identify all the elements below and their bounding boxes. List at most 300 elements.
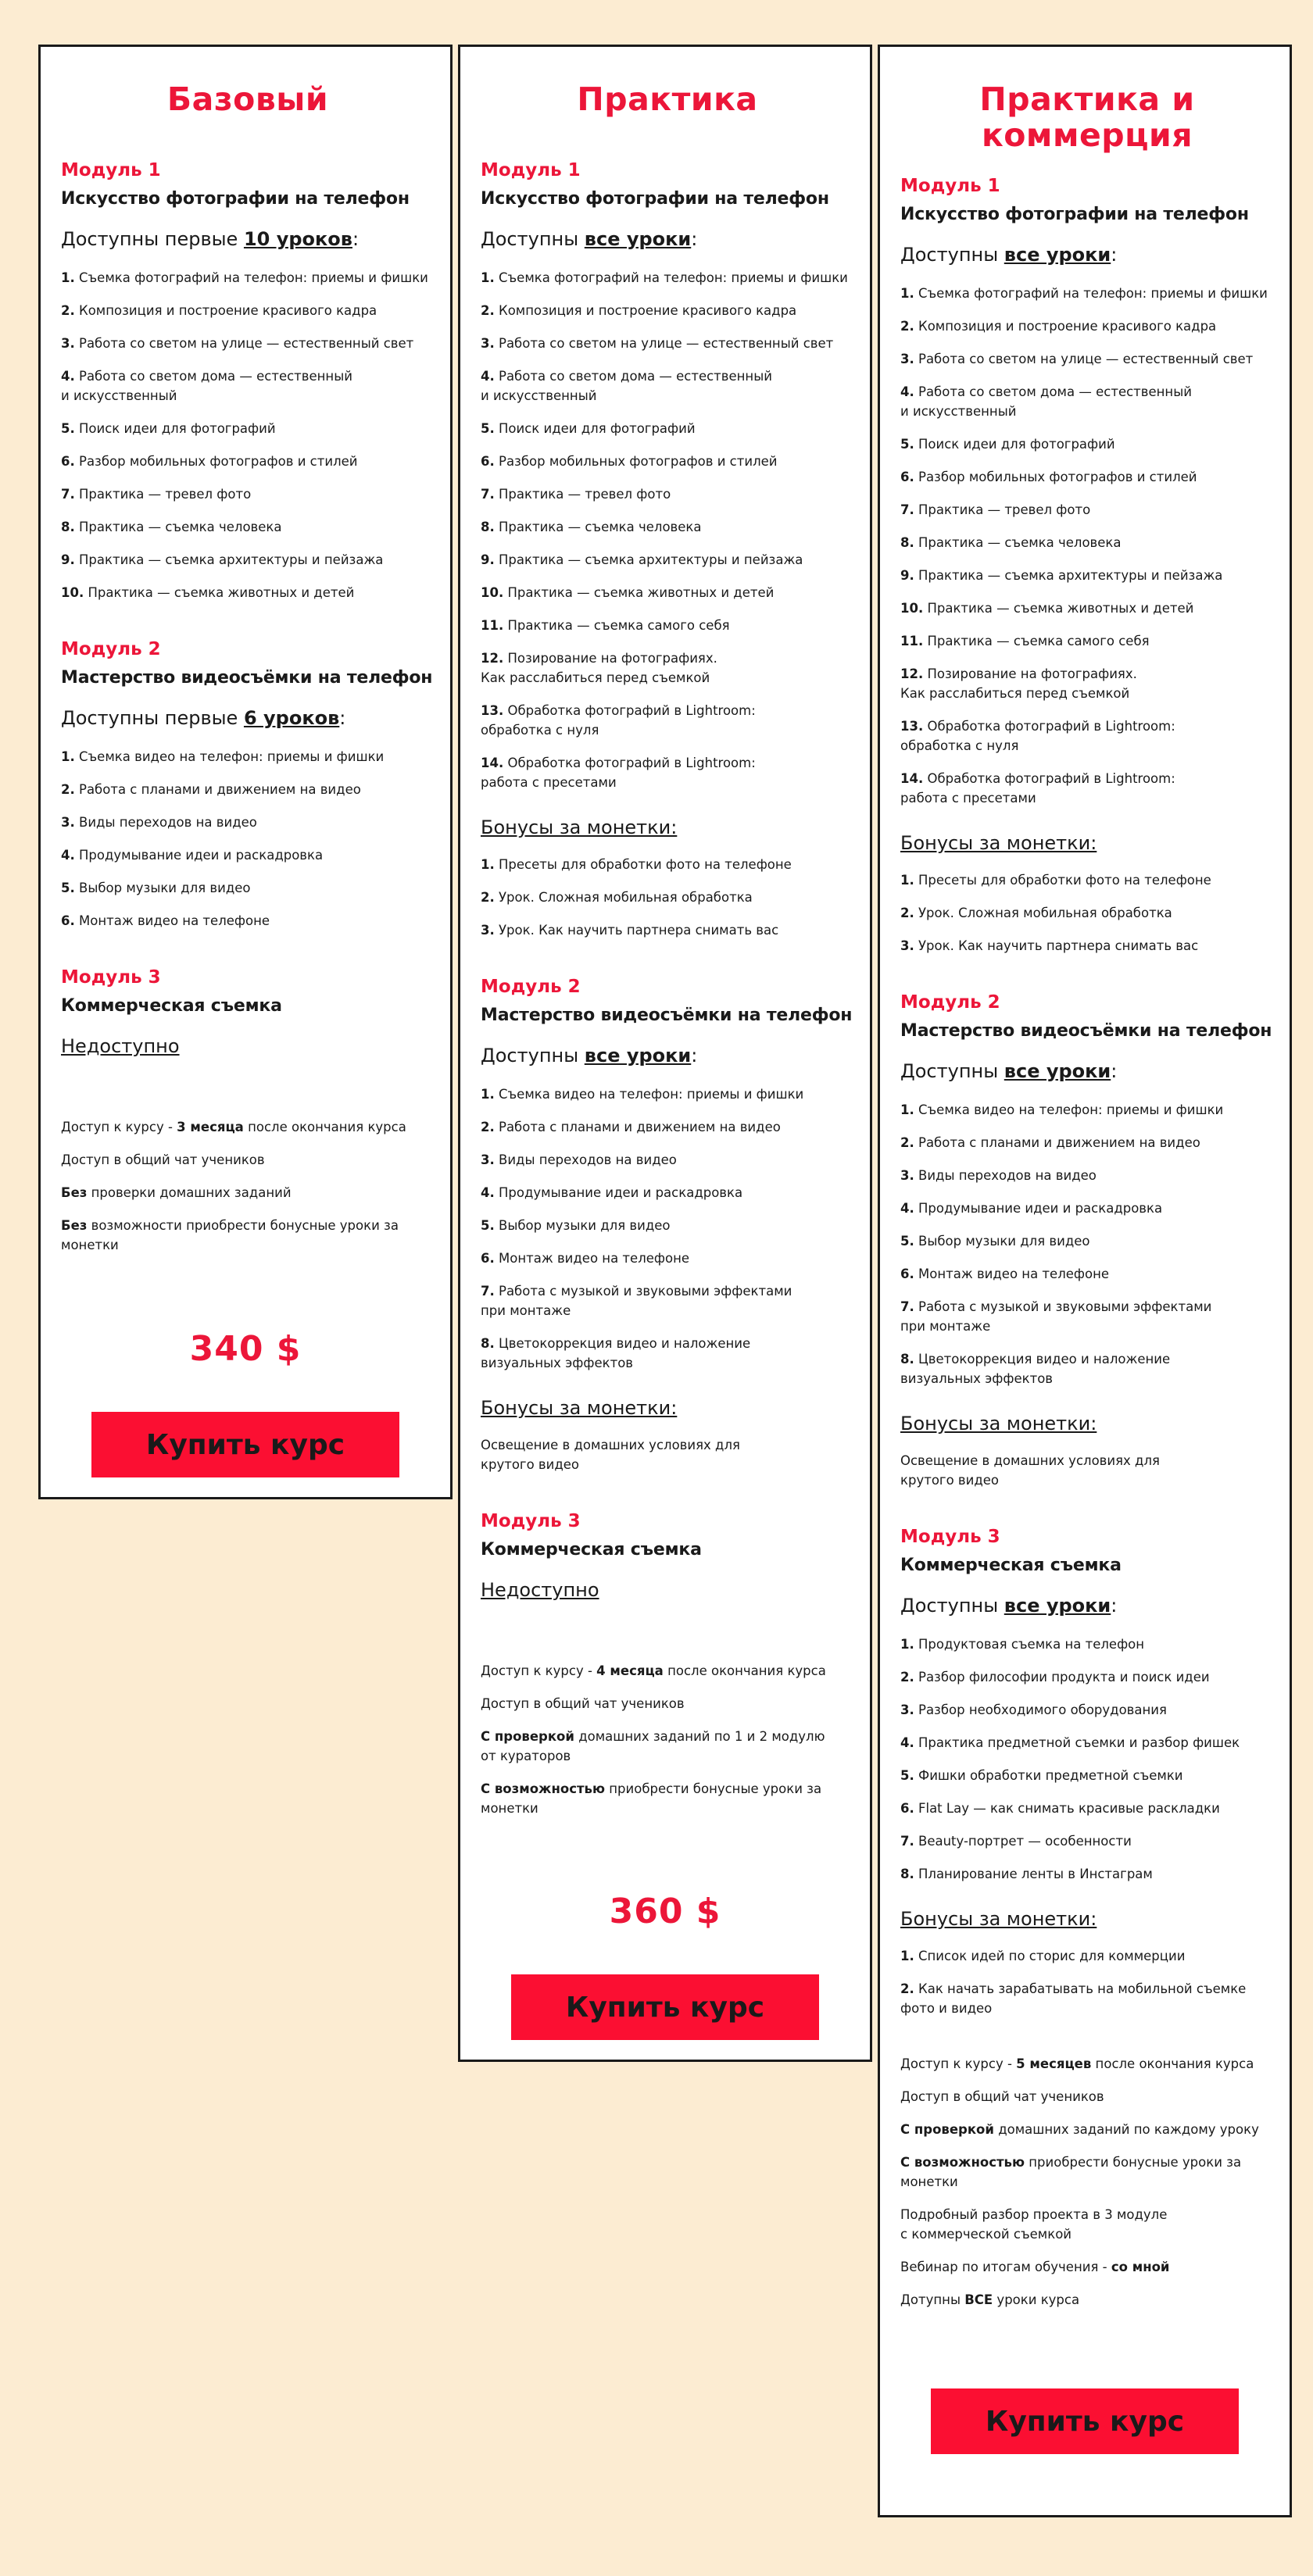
perk-text: уроки курса <box>993 2292 1080 2307</box>
lesson-item <box>481 1281 854 1320</box>
lesson-title: Работа со светом на улице — естественный свет <box>74 336 414 351</box>
lesson-title: Работа со светом дома — естественный и искусственный <box>900 384 1192 419</box>
lesson-item <box>61 366 435 406</box>
lesson-number: 8. <box>481 1336 495 1351</box>
lesson-item <box>61 550 435 570</box>
lesson-title: Съемка фотографий на телефон: приемы и фишки <box>914 286 1268 301</box>
module-name: Мастерство видеосъёмки на телефон <box>900 1021 1272 1041</box>
module-2 <box>900 991 1274 1490</box>
lesson-item <box>900 769 1274 808</box>
perk-item <box>900 2054 1274 2074</box>
module-3 <box>900 1526 1274 2018</box>
lesson-number: 8. <box>900 1867 914 1881</box>
lesson-item <box>900 284 1274 303</box>
lesson-number: 9. <box>61 552 75 567</box>
bonus-number: 2. <box>900 1981 914 1996</box>
lesson-title: Работа с планами и движением на видео <box>914 1135 1200 1150</box>
lesson-number: 7. <box>900 502 914 517</box>
lesson-item <box>481 366 854 406</box>
plan-title-line: Базовый <box>166 80 329 118</box>
lesson-number: 6. <box>481 454 495 469</box>
perk-item <box>900 2205 1274 2244</box>
perk-item <box>900 2153 1274 2192</box>
lesson-list <box>900 284 1274 808</box>
perk-highlight: Без <box>61 1185 88 1200</box>
lesson-title: Виды переходов на видео <box>74 815 257 830</box>
lessons-availability <box>481 1044 854 1067</box>
buy-course-button[interactable]: Купить курс <box>511 1974 819 2040</box>
plan-title <box>900 81 1274 153</box>
lesson-number: 4. <box>900 384 914 399</box>
lesson-item <box>481 419 854 438</box>
perk-highlight: со мной <box>1111 2260 1170 2274</box>
plan-title-line: Практика и <box>979 80 1195 118</box>
lesson-title: Практика — тревел фото <box>74 487 252 502</box>
perk-text: Доступ к курсу - <box>61 1120 177 1134</box>
lesson-number: 2. <box>61 303 75 318</box>
lesson-title: Обработка фотографий в Lightroom: обработка с нуля <box>900 719 1175 753</box>
lesson-number: 5. <box>481 421 495 436</box>
lesson-number: 7. <box>481 487 495 502</box>
lesson-number: 7. <box>900 1834 914 1849</box>
availability-prefix: Доступны <box>481 1045 585 1066</box>
lesson-number: 5. <box>900 1234 914 1249</box>
lesson-number: 4. <box>900 1735 914 1750</box>
module-number: Модуль 2 <box>61 639 161 659</box>
perk-highlight: 3 месяца <box>177 1120 244 1134</box>
lesson-number: 4. <box>900 1201 914 1216</box>
lesson-number: 3. <box>481 1152 495 1167</box>
module-2 <box>61 638 435 931</box>
perk-item <box>61 1150 435 1170</box>
availability-count: все уроки <box>1004 1595 1111 1617</box>
lesson-item <box>481 1334 854 1373</box>
bonus-text: Освещение в домашних условиях для крутого видео <box>900 1453 1160 1488</box>
lesson-item <box>481 1150 854 1170</box>
lesson-number: 4. <box>481 1185 495 1200</box>
bonus-title: Как начать зарабатывать на мобильной съемке фото и видео <box>900 1981 1247 2016</box>
bonus-title: Пресеты для обработки фото на телефоне <box>494 857 792 872</box>
lesson-title: Обработка фотографий в Lightroom: работа с пресетами <box>900 771 1175 806</box>
lesson-title: Обработка фотографий в Lightroom: работа с пресетами <box>481 756 756 790</box>
perk-item <box>900 2087 1274 2106</box>
bonus-title: Пресеты для обработки фото на телефоне <box>914 873 1211 888</box>
module-1 <box>900 175 1274 956</box>
perk-text: Доступ к курсу - <box>481 1663 597 1678</box>
perk-text: Доступ в общий чат учеников <box>61 1152 265 1167</box>
lesson-item <box>481 1216 854 1235</box>
lesson-number: 13. <box>481 703 504 718</box>
module-name: Искусство фотографии на телефон <box>900 205 1249 224</box>
plan-card-basic <box>38 45 453 1499</box>
bonus-text: Освещение в домашних условиях для крутого видео <box>481 1438 740 1472</box>
lesson-item <box>900 1231 1274 1251</box>
bonus-number: 2. <box>481 890 495 905</box>
bonus-title: Список идей по сторис для коммерции <box>914 1949 1186 1963</box>
perk-text: Доступ к курсу - <box>900 2056 1017 2071</box>
buy-course-button[interactable]: Купить курс <box>931 2388 1239 2454</box>
bonus-title: Урок. Сложная мобильная обработка <box>914 906 1172 920</box>
lesson-item <box>900 1864 1274 1884</box>
module-name: Искусство фотографии на телефон <box>61 189 410 209</box>
lesson-number: 14. <box>900 771 924 786</box>
availability-prefix: Доступны <box>900 1060 1004 1082</box>
perk-highlight: С возможностью <box>900 2155 1025 2170</box>
lesson-item <box>900 1799 1274 1818</box>
bonus-item <box>481 855 854 874</box>
plan-card-practice <box>458 45 872 2062</box>
lesson-item <box>900 1700 1274 1720</box>
lesson-item <box>481 753 854 792</box>
lesson-number: 2. <box>900 1135 914 1150</box>
lesson-item <box>61 517 435 537</box>
lesson-number: 6. <box>900 1801 914 1816</box>
lesson-title: Работа со светом на улице — естественный свет <box>914 352 1254 366</box>
lesson-title: Практика — съемка животных и детей <box>503 585 775 600</box>
lesson-title: Разбор мобильных фотографов и стилей <box>74 454 358 469</box>
lesson-number: 13. <box>900 719 924 734</box>
lesson-item <box>61 268 435 288</box>
lesson-number: 4. <box>61 848 75 863</box>
bonus-title: Урок. Как научить партнера снимать вас <box>914 938 1199 953</box>
perk-text: приобрести бонусные уроки за монетки <box>900 2155 1242 2189</box>
lesson-item <box>61 911 435 931</box>
lesson-number: 14. <box>481 756 504 770</box>
plan-title-line: Практика <box>577 80 758 118</box>
lesson-item <box>481 583 854 602</box>
lesson-item <box>900 1831 1274 1851</box>
lesson-title: Поиск идеи для фотографий <box>914 437 1115 452</box>
lesson-number: 8. <box>61 520 75 534</box>
lesson-title: Практика — съемка человека <box>914 535 1122 550</box>
lesson-number: 1. <box>481 270 495 285</box>
bonus-item <box>900 1979 1274 2018</box>
perk-item <box>900 2290 1274 2310</box>
bonus-title: Урок. Сложная мобильная обработка <box>494 890 753 905</box>
lesson-title: Практика — съемка человека <box>494 520 702 534</box>
lesson-number: 7. <box>61 487 75 502</box>
lesson-item <box>481 452 854 471</box>
lesson-number: 8. <box>481 520 495 534</box>
perk-highlight: С проверкой <box>481 1729 574 1744</box>
availability-prefix: Доступны первые <box>61 707 244 729</box>
lesson-title: Выбор музыки для видео <box>914 1234 1090 1249</box>
lesson-title: Монтаж видео на телефоне <box>494 1251 690 1266</box>
lesson-item <box>900 316 1274 336</box>
perk-text: Доступ в общий чат учеников <box>481 1696 685 1711</box>
lesson-item <box>61 780 435 799</box>
lesson-title: Съемка видео на телефон: приемы и фишки <box>74 749 385 764</box>
lesson-item <box>900 1635 1274 1654</box>
price: 360 $ <box>609 1892 721 1931</box>
lesson-item <box>481 701 854 740</box>
perks-list <box>481 1661 854 1818</box>
lesson-number: 3. <box>900 352 914 366</box>
lesson-title: Продуктовая съемка на телефон <box>914 1637 1145 1652</box>
lesson-number: 2. <box>900 1670 914 1685</box>
perk-text: Доступ в общий чат учеников <box>900 2089 1104 2104</box>
lesson-item <box>900 1297 1274 1336</box>
lesson-item <box>900 1733 1274 1752</box>
module-name: Искусство фотографии на телефон <box>481 189 829 209</box>
perk-item <box>61 1183 435 1202</box>
bonus-heading: Бонусы за монетки: <box>481 816 678 838</box>
lesson-number: 10. <box>61 585 84 600</box>
module-number: Модуль 2 <box>481 977 581 997</box>
lesson-number: 7. <box>900 1299 914 1314</box>
perk-text: домашних заданий по каждому уроку <box>993 2122 1259 2137</box>
perk-item <box>900 2120 1274 2139</box>
lessons-availability <box>900 1059 1274 1083</box>
lesson-item <box>481 1084 854 1104</box>
availability-count: 10 уроков <box>243 228 352 250</box>
lessons-availability <box>900 243 1274 266</box>
module-number: Модуль 2 <box>900 992 1000 1013</box>
bonus-number: 1. <box>900 1949 914 1963</box>
lesson-number: 6. <box>900 1267 914 1281</box>
lesson-number: 4. <box>481 369 495 384</box>
lesson-number: 6. <box>900 470 914 484</box>
lesson-number: 3. <box>481 336 495 351</box>
availability-suffix: : <box>1111 244 1118 266</box>
lesson-item <box>481 550 854 570</box>
unavailable-text: Недоступно <box>481 1579 599 1601</box>
lesson-number: 6. <box>61 454 75 469</box>
plan-card-practice-commerce <box>878 45 1292 2517</box>
module-number: Модуль 1 <box>481 160 581 180</box>
lesson-item <box>61 484 435 504</box>
bonus-heading: Бонусы за монетки: <box>900 1908 1097 1930</box>
lesson-title: Практика — съемка животных и детей <box>923 601 1194 616</box>
availability-count: все уроки <box>584 228 692 250</box>
lesson-item <box>900 716 1274 756</box>
availability-prefix: Доступны <box>481 228 585 250</box>
module-name: Коммерческая съемка <box>61 996 282 1016</box>
bonus-heading: Бонусы за монетки: <box>900 1413 1097 1434</box>
plan-title <box>481 81 854 117</box>
lesson-title: Съемка фотографий на телефон: приемы и фишки <box>494 270 848 285</box>
lesson-item <box>481 1249 854 1268</box>
lesson-title: Виды переходов на видео <box>914 1168 1097 1183</box>
lesson-number: 5. <box>481 1218 495 1233</box>
availability-count: все уроки <box>584 1045 692 1066</box>
lesson-item <box>61 845 435 865</box>
bonus-number: 1. <box>481 857 495 872</box>
perk-highlight: Без <box>61 1218 88 1233</box>
lesson-title: Планирование ленты в Инстаграм <box>914 1867 1153 1881</box>
bonus-number: 3. <box>900 938 914 953</box>
lesson-title: Практика — съемка архитектуры и пейзажа <box>74 552 384 567</box>
lesson-title: Обработка фотографий в Lightroom: обработка с нуля <box>481 703 756 738</box>
lesson-list <box>900 1100 1274 1388</box>
lesson-number: 1. <box>900 1102 914 1117</box>
bonus-heading: Бонусы за монетки: <box>900 832 1097 854</box>
lesson-item <box>900 434 1274 454</box>
lesson-number: 12. <box>900 666 924 681</box>
lesson-item <box>900 500 1274 520</box>
availability-suffix: : <box>352 228 360 250</box>
lesson-title: Продумывание идеи и раскадровка <box>74 848 324 863</box>
perk-text: после окончания курса <box>1091 2056 1254 2071</box>
lessons-availability <box>481 227 854 251</box>
module-number: Модуль 3 <box>61 967 161 988</box>
perk-text: возможности приобрести бонусные уроки за монетки <box>61 1218 399 1252</box>
lesson-item <box>481 301 854 320</box>
plan-title <box>61 81 435 117</box>
lesson-title: Работа со светом на улице — естественный свет <box>494 336 834 351</box>
lesson-title: Beauty-портрет — особенности <box>914 1834 1132 1849</box>
lesson-title: Съемка видео на телефон: приемы и фишки <box>494 1087 804 1102</box>
lesson-number: 10. <box>481 585 504 600</box>
module-number: Модуль 3 <box>900 1527 1000 1547</box>
perk-highlight: С проверкой <box>900 2122 994 2137</box>
lesson-item <box>481 484 854 504</box>
module-1 <box>61 159 435 602</box>
perk-text: приобрести бонусные уроки за монетки <box>481 1781 822 1816</box>
lesson-title: Разбор мобильных фотографов и стилей <box>494 454 778 469</box>
bonus-item <box>481 888 854 907</box>
lesson-title: Работа со светом дома — естественный и искусственный <box>61 369 352 403</box>
availability-prefix: Доступны первые <box>61 228 244 250</box>
lesson-title: Практика — съемка самого себя <box>503 618 730 633</box>
lesson-item <box>481 517 854 537</box>
module-name: Коммерческая съемка <box>481 1540 702 1560</box>
lesson-title: Практика — съемка архитектуры и пейзажа <box>914 568 1223 583</box>
lesson-title: Практика — съемка самого себя <box>923 634 1150 648</box>
module-number: Модуль 1 <box>900 176 1000 196</box>
bonus-item <box>481 920 854 940</box>
bonus-item <box>900 936 1274 956</box>
lesson-title: Работа с планами и движением на видео <box>74 782 361 797</box>
perk-text: Вебинар по итогам обучения - <box>900 2260 1111 2274</box>
lesson-item <box>61 334 435 353</box>
lesson-item <box>900 598 1274 618</box>
module-number: Модуль 3 <box>481 1511 581 1531</box>
module-2 <box>481 976 854 1474</box>
module-unavailable <box>61 1034 435 1058</box>
bonus-number: 1. <box>900 873 914 888</box>
module-unavailable <box>481 1578 854 1602</box>
lesson-number: 2. <box>900 319 914 334</box>
lesson-number: 5. <box>61 881 75 895</box>
lesson-item <box>481 648 854 688</box>
lesson-title: Монтаж видео на телефоне <box>914 1267 1110 1281</box>
lesson-title: Практика — съемка архитектуры и пейзажа <box>494 552 803 567</box>
lesson-title: Позирование на фотографиях. Как расслабиться перед съемкой <box>481 651 717 685</box>
module-name: Мастерство видеосъёмки на телефон <box>61 668 433 688</box>
perk-highlight: 5 месяцев <box>1016 2056 1092 2071</box>
bonus-item <box>900 903 1274 923</box>
lesson-item <box>900 1133 1274 1152</box>
lesson-item <box>61 301 435 320</box>
lesson-number: 6. <box>481 1251 495 1266</box>
lesson-item <box>900 1199 1274 1218</box>
lesson-item <box>900 349 1274 369</box>
lesson-title: Поиск идеи для фотографий <box>74 421 276 436</box>
lesson-number: 11. <box>900 634 924 648</box>
perk-text: Подробный разбор проекта в 3 модуле с коммерческой съемкой <box>900 2207 1168 2242</box>
bonus-number: 3. <box>481 923 495 938</box>
plan-title-line: коммерция <box>981 116 1193 154</box>
lesson-title: Монтаж видео на телефоне <box>74 913 270 928</box>
perk-item <box>900 2257 1274 2277</box>
lesson-title: Фишки обработки предметной съемки <box>914 1768 1183 1783</box>
perk-item <box>481 1779 854 1818</box>
bonus-title: Урок. Как научить партнера снимать вас <box>494 923 779 938</box>
lesson-title: Разбор мобильных фотографов и стилей <box>914 470 1197 484</box>
lesson-title: Работа со светом дома — естественный и искусственный <box>481 369 772 403</box>
bonus-number: 2. <box>900 906 914 920</box>
perk-item <box>481 1694 854 1713</box>
module-3 <box>481 1510 854 1602</box>
lessons-availability <box>900 1594 1274 1617</box>
lesson-number: 5. <box>900 437 914 452</box>
lesson-list <box>61 268 435 602</box>
price: 340 $ <box>189 1329 302 1369</box>
lesson-number: 3. <box>900 1702 914 1717</box>
lesson-title: Практика предметной съемки и разбор фишек <box>914 1735 1240 1750</box>
lesson-number: 1. <box>61 749 75 764</box>
unavailable-text: Недоступно <box>61 1035 180 1057</box>
bonus-item <box>900 870 1274 890</box>
bonus-list <box>900 870 1274 956</box>
perk-item <box>61 1117 435 1137</box>
lesson-item <box>61 583 435 602</box>
lesson-title: Поиск идеи для фотографий <box>494 421 696 436</box>
lesson-list <box>900 1635 1274 1884</box>
lesson-item <box>481 616 854 635</box>
lesson-title: Выбор музыки для видео <box>494 1218 671 1233</box>
lesson-item <box>900 1166 1274 1185</box>
lesson-number: 3. <box>61 336 75 351</box>
perk-item <box>481 1661 854 1681</box>
perk-highlight: С возможностью <box>481 1781 606 1796</box>
lesson-item <box>481 334 854 353</box>
lesson-title: Позирование на фотографиях. Как расслабиться перед съемкой <box>900 666 1137 701</box>
lesson-number: 5. <box>61 421 75 436</box>
module-name: Коммерческая съемка <box>900 1556 1122 1575</box>
perk-text: проверки домашних заданий <box>87 1185 292 1200</box>
bonus-item <box>900 1946 1274 1966</box>
lesson-title: Работа с музыкой и звуковыми эффектами при монтаже <box>900 1299 1212 1334</box>
availability-prefix: Доступны <box>900 244 1004 266</box>
module-number: Модуль 1 <box>61 160 161 180</box>
lesson-title: Flat Lay — как снимать красивые раскладки <box>914 1801 1220 1816</box>
bonus-list <box>481 855 854 940</box>
bonus-heading: Бонусы за монетки: <box>481 1397 678 1419</box>
lesson-list <box>481 1084 854 1373</box>
lesson-title: Выбор музыки для видео <box>74 881 251 895</box>
perk-text: Дотупны <box>900 2292 965 2307</box>
lesson-item <box>900 1667 1274 1687</box>
lesson-number: 6. <box>61 913 75 928</box>
lesson-title: Композиция и построение красивого кадра <box>74 303 377 318</box>
lesson-item <box>900 533 1274 552</box>
module-1 <box>481 159 854 940</box>
buy-course-button[interactable]: Купить курс <box>91 1412 399 1477</box>
lesson-number: 1. <box>481 1087 495 1102</box>
lesson-title: Разбор философии продукта и поиск идеи <box>914 1670 1210 1685</box>
lesson-title: Работа с планами и движением на видео <box>494 1120 781 1134</box>
availability-suffix: : <box>339 707 346 729</box>
lesson-title: Продумывание идеи и раскадровка <box>914 1201 1163 1216</box>
lesson-title: Съемка видео на телефон: приемы и фишки <box>914 1102 1224 1117</box>
lesson-item <box>900 1100 1274 1120</box>
lesson-number: 8. <box>900 535 914 550</box>
lesson-title: Цветокоррекция видео и наложение визуальных эффектов <box>900 1352 1171 1386</box>
availability-suffix: : <box>691 228 698 250</box>
lesson-number: 1. <box>900 286 914 301</box>
